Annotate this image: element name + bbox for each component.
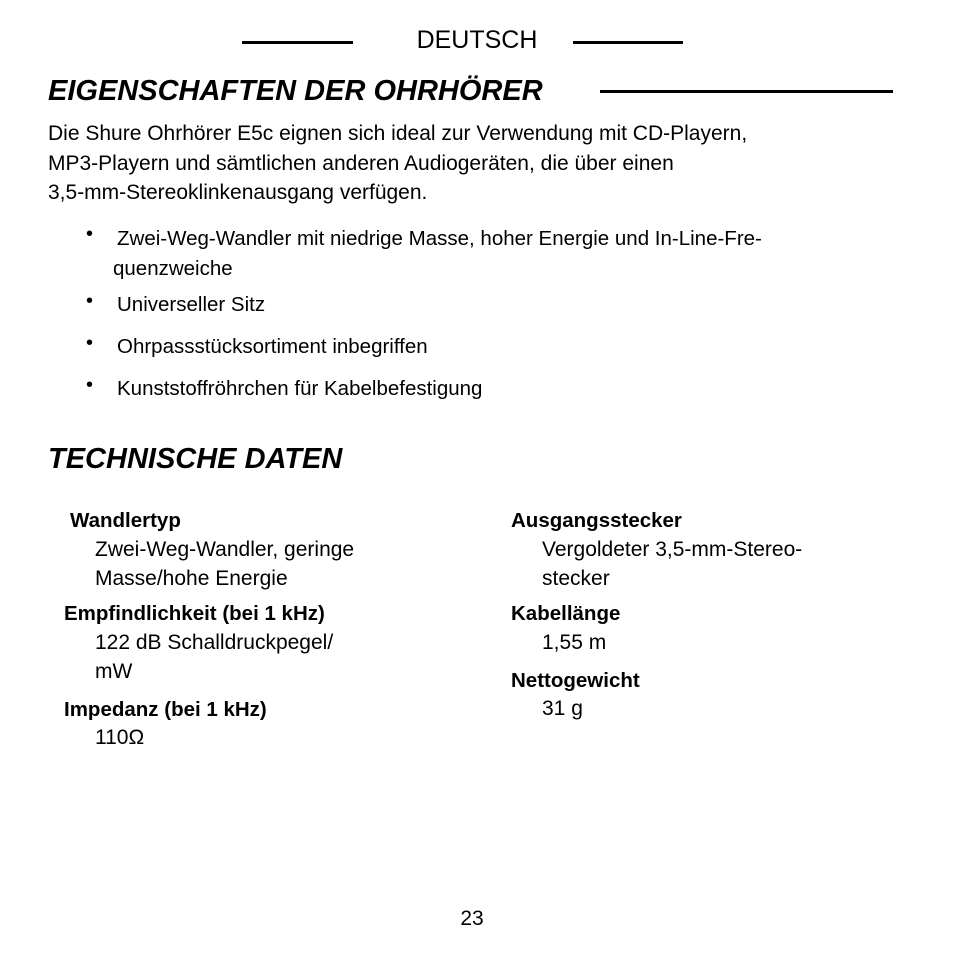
page-number: 23 bbox=[460, 907, 484, 930]
spec-value-line: Vergoldeter 3,5-mm-Stereo- bbox=[542, 538, 803, 561]
spec-value-line: Masse/hohe Energie bbox=[95, 566, 288, 590]
bullet-icon: • bbox=[86, 290, 94, 312]
spec-label-net-weight: Nettogewicht bbox=[511, 669, 640, 692]
bullet-icon: • bbox=[86, 374, 94, 396]
spec-value-impedance bbox=[95, 724, 144, 753]
spec-value-transducer bbox=[95, 536, 354, 593]
spec-label-transducer: Wandlertyp bbox=[70, 509, 181, 532]
section-title-rule bbox=[600, 90, 893, 93]
list-item-text: Kunststoffröhrchen für Kabelbefestigung bbox=[117, 377, 483, 400]
spec-value-line: 122 dB Schalldruckpegel/ bbox=[95, 631, 334, 654]
section-title-specs: TECHNISCHE DATEN bbox=[48, 443, 343, 475]
spec-value-sensitivity bbox=[95, 629, 333, 686]
list-item-text: Ohrpassstücksortiment inbegriffen bbox=[117, 335, 428, 358]
spec-value-line: Zwei-Weg-Wandler, geringe bbox=[95, 538, 355, 561]
spec-value-line: 110Ω bbox=[95, 726, 145, 749]
bullet-icon: • bbox=[86, 332, 94, 354]
list-item bbox=[113, 224, 907, 284]
list-item bbox=[117, 374, 907, 404]
spec-value-line: stecker bbox=[542, 566, 610, 590]
spec-label-sensitivity: Empfindlichkeit (bei 1 kHz) bbox=[64, 602, 325, 625]
bullet-icon: • bbox=[86, 223, 94, 245]
language-label: DEUTSCH bbox=[416, 26, 538, 54]
spec-value-line: 31 g bbox=[542, 697, 583, 720]
section-title-features: EIGENSCHAFTEN DER OHRHÖRER bbox=[48, 75, 543, 107]
intro-line: 3,5-mm-Stereoklinkenausgang verfügen. bbox=[48, 181, 428, 204]
list-item bbox=[117, 332, 907, 362]
spec-value-net-weight bbox=[542, 695, 583, 724]
spec-value-line: mW bbox=[95, 659, 133, 683]
intro-paragraph bbox=[48, 119, 908, 208]
spec-value-connector bbox=[542, 536, 802, 593]
spec-label-impedance: Impedanz (bei 1 kHz) bbox=[64, 698, 267, 721]
list-item-text-continued: quenzweiche bbox=[113, 257, 233, 280]
header-rule-right bbox=[573, 41, 683, 44]
spec-value-line: 1,55 m bbox=[542, 631, 607, 654]
spec-label-cable-length: Kabellänge bbox=[511, 602, 621, 625]
intro-line: Die Shure Ohrhörer E5c eignen sich ideal zur Verwendung mit CD-Playern, bbox=[48, 122, 748, 145]
list-item-text: Zwei-Weg-Wandler mit niedrige Masse, hoher Energie und In-Line-Fre- bbox=[117, 227, 762, 250]
spec-label-connector: Ausgangsstecker bbox=[511, 509, 682, 532]
intro-line: MP3-Playern und sämtlichen anderen Audiogeräten, die über einen bbox=[48, 151, 674, 175]
list-item-text: Universeller Sitz bbox=[117, 293, 266, 316]
spec-value-cable-length bbox=[542, 629, 606, 658]
list-item bbox=[117, 290, 907, 320]
